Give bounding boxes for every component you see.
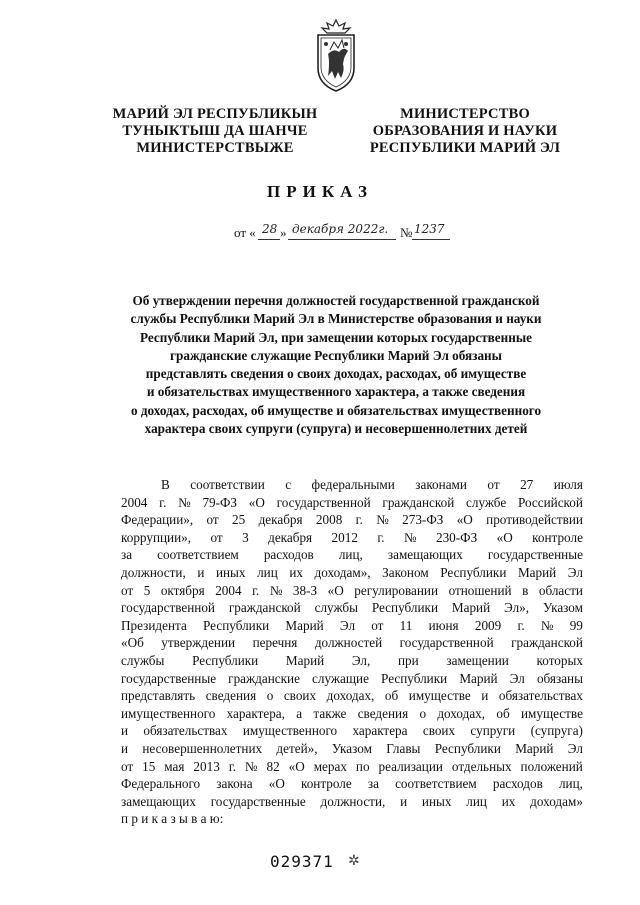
body-line: Федерального закона «О контроле за соответствием расходов лиц, xyxy=(121,776,583,792)
body-line: Президента Республики Марий Эл от 11 июня 2009 г. № 99 xyxy=(121,617,583,633)
header-left-line: МИНИСТЕРСТВЫЖЕ xyxy=(136,140,294,156)
title-line: представлять сведения о своих доходах, расходах, об имуществе xyxy=(145,366,527,382)
order-date-number-line xyxy=(230,220,490,246)
body-line: «Об утверждении перечня должностей государственной гражданской xyxy=(121,635,583,651)
title-line: и обязательствах имущественного характера, а также сведения xyxy=(146,384,526,400)
body-line: замещающих государственные должности, и иных лиц их доходам» xyxy=(121,793,583,809)
title-line: характера своих супруги (супруга) и несовершеннолетних детей xyxy=(144,421,528,437)
header-right-line: МИНИСТЕРСТВО xyxy=(400,106,530,122)
title-line: службы Республики Марий Эл в Министерстве образования и науки xyxy=(130,311,542,327)
body-line: В соответствии с федеральными законами от 27 июля xyxy=(161,477,583,492)
body-line: службы Республики Марий Эл, при замещении которых xyxy=(121,652,583,668)
order-number: 1237 xyxy=(414,222,445,236)
header-left-line: МАРИЙ ЭЛ РЕСПУБЛИКЫН xyxy=(112,106,318,122)
asterisk-stamp-icon: ✲ xyxy=(348,854,360,869)
body-line: должности, и иных лиц их доходам», Законом Республики Марий Эл xyxy=(121,564,583,580)
order-quote-close: » xyxy=(280,225,287,240)
header-right-line: ОБРАЗОВАНИЯ И НАУКИ xyxy=(372,123,558,139)
order-number-label: № xyxy=(400,225,413,240)
order-from-label: от « xyxy=(234,225,256,240)
body-line: имущественного характера, а также сведения о доходах, об имуществе xyxy=(121,705,583,721)
document-title xyxy=(96,292,576,438)
order-day: 28 xyxy=(262,222,278,236)
title-line: о доходах, расходах, об имуществе и обязательствах имущественного xyxy=(130,402,542,418)
body-line: государственные гражданские служащие Республики Марий Эл обязаны xyxy=(121,670,583,686)
body-line: и несовершеннолетних детей», Указом Главы Республики Марий Эл xyxy=(121,740,583,756)
body-line: 2004 г. № 79-ФЗ «О государственной гражданской службе Российской xyxy=(121,494,583,510)
body-line: представлять сведения о своих доходах, об имуществе и обязательствах xyxy=(121,688,583,704)
underline-day xyxy=(258,239,280,240)
document-type-heading: ПРИКАЗ xyxy=(267,182,373,201)
serial-number: 029371 xyxy=(270,852,334,871)
header-left-block xyxy=(110,106,320,157)
header-right-line: РЕСПУБЛИКИ МАРИЙ ЭЛ xyxy=(369,140,561,156)
title-line: Республики Марий Эл, при замещении которых государственные xyxy=(140,329,532,345)
order-month-year: декабря 2022г. xyxy=(292,222,389,236)
underline-number xyxy=(412,239,450,240)
body-line: Федерации», от 25 декабря 2008 г. № 273-ФЗ «О противодействии xyxy=(121,512,583,528)
title-line: гражданские служащие Республики Марий Эл обязаны xyxy=(170,347,502,363)
body-line: за соответствием расходов лиц, замещающих государственные xyxy=(121,547,583,563)
body-line: от 15 мая 2013 г. № 82 «О мерах по реализации отдельных положений xyxy=(121,758,583,774)
body-line: от 5 октября 2004 г. № 38-З «О регулировании отношений в области xyxy=(121,582,583,598)
underline-month xyxy=(288,239,396,240)
coat-of-arms-emblem xyxy=(308,18,364,94)
body-line: п р и к а з ы в а ю: xyxy=(121,811,224,827)
document-body xyxy=(121,476,583,828)
body-line: государственной гражданской службы Республики Марий Эл», Указом xyxy=(121,600,583,616)
header-right-block xyxy=(360,106,570,157)
body-line: и обязательствах имущественного характера своих супруги (супруга) xyxy=(121,723,583,739)
header-left-line: ТУНЫКТЫШ ДА ШАНЧЕ xyxy=(122,123,308,139)
body-line: коррупции», от 3 декабря 2012 г. № 230-ФЗ «О контроле xyxy=(121,529,583,545)
title-line: Об утверждении перечня должностей государственной гражданской xyxy=(132,293,540,308)
